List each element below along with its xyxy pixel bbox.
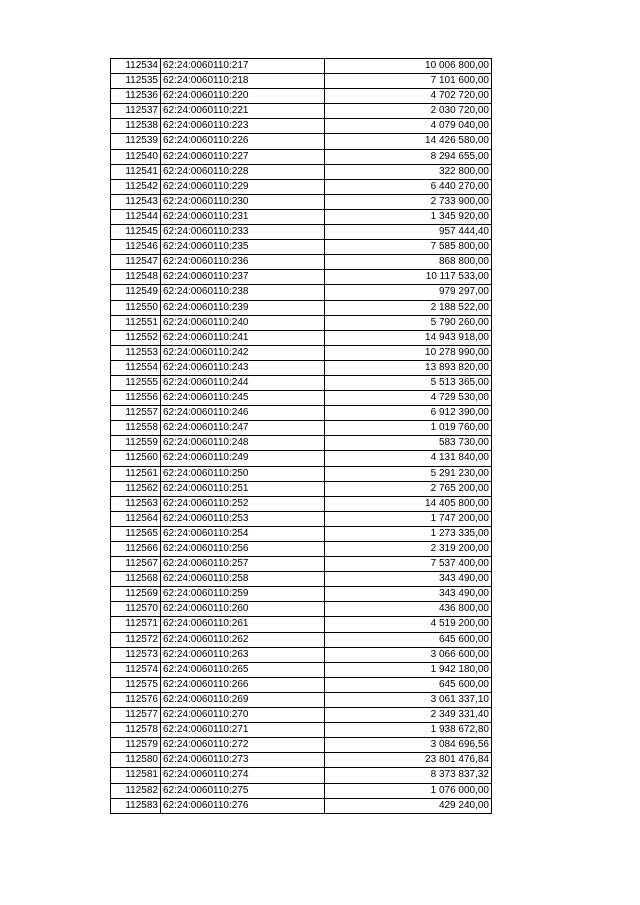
row-number-cell: 112562 — [111, 481, 161, 496]
cadastral-value-cell: 4 131 840,00 — [325, 451, 492, 466]
table-row — [111, 496, 492, 511]
cadastral-number-cell: 62:24:0060110:240 — [161, 315, 325, 330]
table-body — [111, 59, 492, 814]
cadastral-value-cell: 957 444,40 — [325, 225, 492, 240]
row-number-cell: 112543 — [111, 194, 161, 209]
cadastral-number-cell: 62:24:0060110:250 — [161, 466, 325, 481]
cadastral-value-cell: 1 942 180,00 — [325, 662, 492, 677]
table-row — [111, 723, 492, 738]
cadastral-number-cell: 62:24:0060110:275 — [161, 783, 325, 798]
cadastral-value-cell: 583 730,00 — [325, 436, 492, 451]
row-number-cell: 112536 — [111, 89, 161, 104]
table-row — [111, 466, 492, 481]
table-row — [111, 572, 492, 587]
row-number-cell: 112538 — [111, 119, 161, 134]
cadastral-value-cell: 429 240,00 — [325, 798, 492, 813]
row-number-cell: 112559 — [111, 436, 161, 451]
cadastral-value-cell: 23 801 476,84 — [325, 753, 492, 768]
cadastral-value-cell: 2 733 900,00 — [325, 194, 492, 209]
cadastral-number-cell: 62:24:0060110:274 — [161, 768, 325, 783]
row-number-cell: 112534 — [111, 59, 161, 74]
cadastral-number-cell: 62:24:0060110:266 — [161, 677, 325, 692]
cadastral-value-cell: 6 440 270,00 — [325, 179, 492, 194]
table-row — [111, 375, 492, 390]
table-row — [111, 134, 492, 149]
table-row — [111, 194, 492, 209]
row-number-cell: 112572 — [111, 632, 161, 647]
cadastral-value-cell: 10 278 990,00 — [325, 345, 492, 360]
row-number-cell: 112569 — [111, 587, 161, 602]
cadastral-number-cell: 62:24:0060110:233 — [161, 225, 325, 240]
table-row — [111, 617, 492, 632]
row-number-cell: 112581 — [111, 768, 161, 783]
cadastral-value-cell: 436 800,00 — [325, 602, 492, 617]
row-number-cell: 112535 — [111, 74, 161, 89]
cadastral-value-cell: 7 585 800,00 — [325, 240, 492, 255]
cadastral-number-cell: 62:24:0060110:221 — [161, 104, 325, 119]
row-number-cell: 112578 — [111, 723, 161, 738]
cadastral-number-cell: 62:24:0060110:272 — [161, 738, 325, 753]
cadastral-value-cell: 1 076 000,00 — [325, 783, 492, 798]
table-row — [111, 708, 492, 723]
cadastral-number-cell: 62:24:0060110:242 — [161, 345, 325, 360]
cadastral-number-cell: 62:24:0060110:239 — [161, 300, 325, 315]
table-row — [111, 255, 492, 270]
row-number-cell: 112541 — [111, 164, 161, 179]
table-row — [111, 225, 492, 240]
cadastral-value-cell: 1 019 760,00 — [325, 421, 492, 436]
cadastral-value-cell: 1 747 200,00 — [325, 511, 492, 526]
cadastral-number-cell: 62:24:0060110:273 — [161, 753, 325, 768]
row-number-cell: 112582 — [111, 783, 161, 798]
table-row — [111, 511, 492, 526]
cadastral-number-cell: 62:24:0060110:235 — [161, 240, 325, 255]
cadastral-number-cell: 62:24:0060110:237 — [161, 270, 325, 285]
cadastral-value-cell: 8 373 837,32 — [325, 768, 492, 783]
row-number-cell: 112575 — [111, 677, 161, 692]
cadastral-number-cell: 62:24:0060110:228 — [161, 164, 325, 179]
cadastral-value-cell: 4 729 530,00 — [325, 391, 492, 406]
table-row — [111, 768, 492, 783]
cadastral-value-cell: 1 345 920,00 — [325, 209, 492, 224]
row-number-cell: 112554 — [111, 360, 161, 375]
cadastral-value-cell: 5 291 230,00 — [325, 466, 492, 481]
cadastral-number-cell: 62:24:0060110:244 — [161, 375, 325, 390]
cadastral-number-cell: 62:24:0060110:251 — [161, 481, 325, 496]
table-row — [111, 677, 492, 692]
row-number-cell: 112549 — [111, 285, 161, 300]
cadastral-number-cell: 62:24:0060110:269 — [161, 692, 325, 707]
cadastral-value-cell: 979 297,00 — [325, 285, 492, 300]
cadastral-value-cell: 2 765 200,00 — [325, 481, 492, 496]
row-number-cell: 112566 — [111, 542, 161, 557]
cadastral-number-cell: 62:24:0060110:249 — [161, 451, 325, 466]
row-number-cell: 112542 — [111, 179, 161, 194]
cadastral-number-cell: 62:24:0060110:227 — [161, 149, 325, 164]
cadastral-value-cell: 6 912 390,00 — [325, 406, 492, 421]
cadastral-number-cell: 62:24:0060110:230 — [161, 194, 325, 209]
row-number-cell: 112565 — [111, 526, 161, 541]
row-number-cell: 112539 — [111, 134, 161, 149]
table-row — [111, 345, 492, 360]
row-number-cell: 112573 — [111, 647, 161, 662]
cadastral-number-cell: 62:24:0060110:231 — [161, 209, 325, 224]
table-row — [111, 209, 492, 224]
table-row — [111, 285, 492, 300]
table-row — [111, 89, 492, 104]
cadastral-number-cell: 62:24:0060110:217 — [161, 59, 325, 74]
row-number-cell: 112561 — [111, 466, 161, 481]
table-row — [111, 179, 492, 194]
cadastral-value-cell: 3 066 600,00 — [325, 647, 492, 662]
cadastral-number-cell: 62:24:0060110:241 — [161, 330, 325, 345]
cadastral-value-cell: 5 513 365,00 — [325, 375, 492, 390]
table-row — [111, 315, 492, 330]
table-row — [111, 798, 492, 813]
table-row — [111, 481, 492, 496]
table-row — [111, 542, 492, 557]
row-number-cell: 112564 — [111, 511, 161, 526]
row-number-cell: 112537 — [111, 104, 161, 119]
row-number-cell: 112552 — [111, 330, 161, 345]
table-row — [111, 662, 492, 677]
cadastral-value-cell: 7 101 600,00 — [325, 74, 492, 89]
table-row — [111, 526, 492, 541]
table-row — [111, 149, 492, 164]
cadastral-number-cell: 62:24:0060110:218 — [161, 74, 325, 89]
cadastral-value-cell: 13 893 820,00 — [325, 360, 492, 375]
table-row — [111, 360, 492, 375]
table-row — [111, 391, 492, 406]
cadastral-number-cell: 62:24:0060110:265 — [161, 662, 325, 677]
cadastral-number-cell: 62:24:0060110:261 — [161, 617, 325, 632]
table-row — [111, 632, 492, 647]
cadastral-value-cell: 4 702 720,00 — [325, 89, 492, 104]
table-row — [111, 783, 492, 798]
cadastral-value-cell: 10 117 533,00 — [325, 270, 492, 285]
row-number-cell: 112576 — [111, 692, 161, 707]
table-row — [111, 330, 492, 345]
cadastral-value-table — [110, 58, 492, 814]
row-number-cell: 112546 — [111, 240, 161, 255]
row-number-cell: 112555 — [111, 375, 161, 390]
cadastral-number-cell: 62:24:0060110:245 — [161, 391, 325, 406]
cadastral-value-cell: 7 537 400,00 — [325, 557, 492, 572]
table-row — [111, 104, 492, 119]
row-number-cell: 112571 — [111, 617, 161, 632]
table-row — [111, 421, 492, 436]
table-row — [111, 300, 492, 315]
cadastral-number-cell: 62:24:0060110:223 — [161, 119, 325, 134]
cadastral-number-cell: 62:24:0060110:263 — [161, 647, 325, 662]
cadastral-value-cell: 868 800,00 — [325, 255, 492, 270]
row-number-cell: 112577 — [111, 708, 161, 723]
cadastral-value-cell: 1 273 335,00 — [325, 526, 492, 541]
row-number-cell: 112551 — [111, 315, 161, 330]
row-number-cell: 112557 — [111, 406, 161, 421]
row-number-cell: 112570 — [111, 602, 161, 617]
table-row — [111, 753, 492, 768]
table-row — [111, 557, 492, 572]
table-row — [111, 406, 492, 421]
cadastral-number-cell: 62:24:0060110:226 — [161, 134, 325, 149]
cadastral-value-cell: 2 030 720,00 — [325, 104, 492, 119]
row-number-cell: 112567 — [111, 557, 161, 572]
cadastral-number-cell: 62:24:0060110:236 — [161, 255, 325, 270]
row-number-cell: 112548 — [111, 270, 161, 285]
cadastral-number-cell: 62:24:0060110:252 — [161, 496, 325, 511]
cadastral-value-cell: 322 800,00 — [325, 164, 492, 179]
row-number-cell: 112583 — [111, 798, 161, 813]
cadastral-number-cell: 62:24:0060110:256 — [161, 542, 325, 557]
cadastral-value-cell: 10 006 800,00 — [325, 59, 492, 74]
table-row — [111, 119, 492, 134]
cadastral-number-cell: 62:24:0060110:260 — [161, 602, 325, 617]
table-row — [111, 692, 492, 707]
table-row — [111, 647, 492, 662]
cadastral-number-cell: 62:24:0060110:262 — [161, 632, 325, 647]
cadastral-number-cell: 62:24:0060110:257 — [161, 557, 325, 572]
cadastral-number-cell: 62:24:0060110:229 — [161, 179, 325, 194]
row-number-cell: 112540 — [111, 149, 161, 164]
row-number-cell: 112556 — [111, 391, 161, 406]
cadastral-value-cell: 14 943 918,00 — [325, 330, 492, 345]
row-number-cell: 112563 — [111, 496, 161, 511]
cadastral-number-cell: 62:24:0060110:271 — [161, 723, 325, 738]
table-row — [111, 164, 492, 179]
cadastral-value-cell: 8 294 655,00 — [325, 149, 492, 164]
row-number-cell: 112553 — [111, 345, 161, 360]
cadastral-value-cell: 4 519 200,00 — [325, 617, 492, 632]
table-row — [111, 270, 492, 285]
table-row — [111, 240, 492, 255]
table-row — [111, 74, 492, 89]
row-number-cell: 112568 — [111, 572, 161, 587]
cadastral-number-cell: 62:24:0060110:259 — [161, 587, 325, 602]
cadastral-value-cell: 343 490,00 — [325, 587, 492, 602]
cadastral-value-cell: 2 349 331,40 — [325, 708, 492, 723]
cadastral-number-cell: 62:24:0060110:243 — [161, 360, 325, 375]
cadastral-number-cell: 62:24:0060110:246 — [161, 406, 325, 421]
row-number-cell: 112580 — [111, 753, 161, 768]
cadastral-number-cell: 62:24:0060110:276 — [161, 798, 325, 813]
row-number-cell: 112579 — [111, 738, 161, 753]
row-number-cell: 112544 — [111, 209, 161, 224]
cadastral-value-cell: 1 938 672,80 — [325, 723, 492, 738]
table-row — [111, 602, 492, 617]
cadastral-number-cell: 62:24:0060110:238 — [161, 285, 325, 300]
row-number-cell: 112558 — [111, 421, 161, 436]
cadastral-value-cell: 14 426 580,00 — [325, 134, 492, 149]
table-row — [111, 738, 492, 753]
table-row — [111, 451, 492, 466]
cadastral-number-cell: 62:24:0060110:270 — [161, 708, 325, 723]
row-number-cell: 112547 — [111, 255, 161, 270]
cadastral-number-cell: 62:24:0060110:258 — [161, 572, 325, 587]
cadastral-value-cell: 3 084 696,56 — [325, 738, 492, 753]
cadastral-value-cell: 3 061 337,10 — [325, 692, 492, 707]
cadastral-number-cell: 62:24:0060110:254 — [161, 526, 325, 541]
cadastral-value-cell: 2 319 200,00 — [325, 542, 492, 557]
table-row — [111, 59, 492, 74]
table-row — [111, 436, 492, 451]
cadastral-value-cell: 14 405 800,00 — [325, 496, 492, 511]
cadastral-value-cell: 645 600,00 — [325, 632, 492, 647]
cadastral-value-cell: 4 079 040,00 — [325, 119, 492, 134]
row-number-cell: 112545 — [111, 225, 161, 240]
cadastral-number-cell: 62:24:0060110:220 — [161, 89, 325, 104]
cadastral-number-cell: 62:24:0060110:248 — [161, 436, 325, 451]
row-number-cell: 112560 — [111, 451, 161, 466]
cadastral-number-cell: 62:24:0060110:247 — [161, 421, 325, 436]
cadastral-number-cell: 62:24:0060110:253 — [161, 511, 325, 526]
cadastral-value-cell: 5 790 260,00 — [325, 315, 492, 330]
cadastral-value-cell: 2 188 522,00 — [325, 300, 492, 315]
row-number-cell: 112550 — [111, 300, 161, 315]
cadastral-value-cell: 343 490,00 — [325, 572, 492, 587]
table-row — [111, 587, 492, 602]
row-number-cell: 112574 — [111, 662, 161, 677]
cadastral-value-cell: 645 600,00 — [325, 677, 492, 692]
